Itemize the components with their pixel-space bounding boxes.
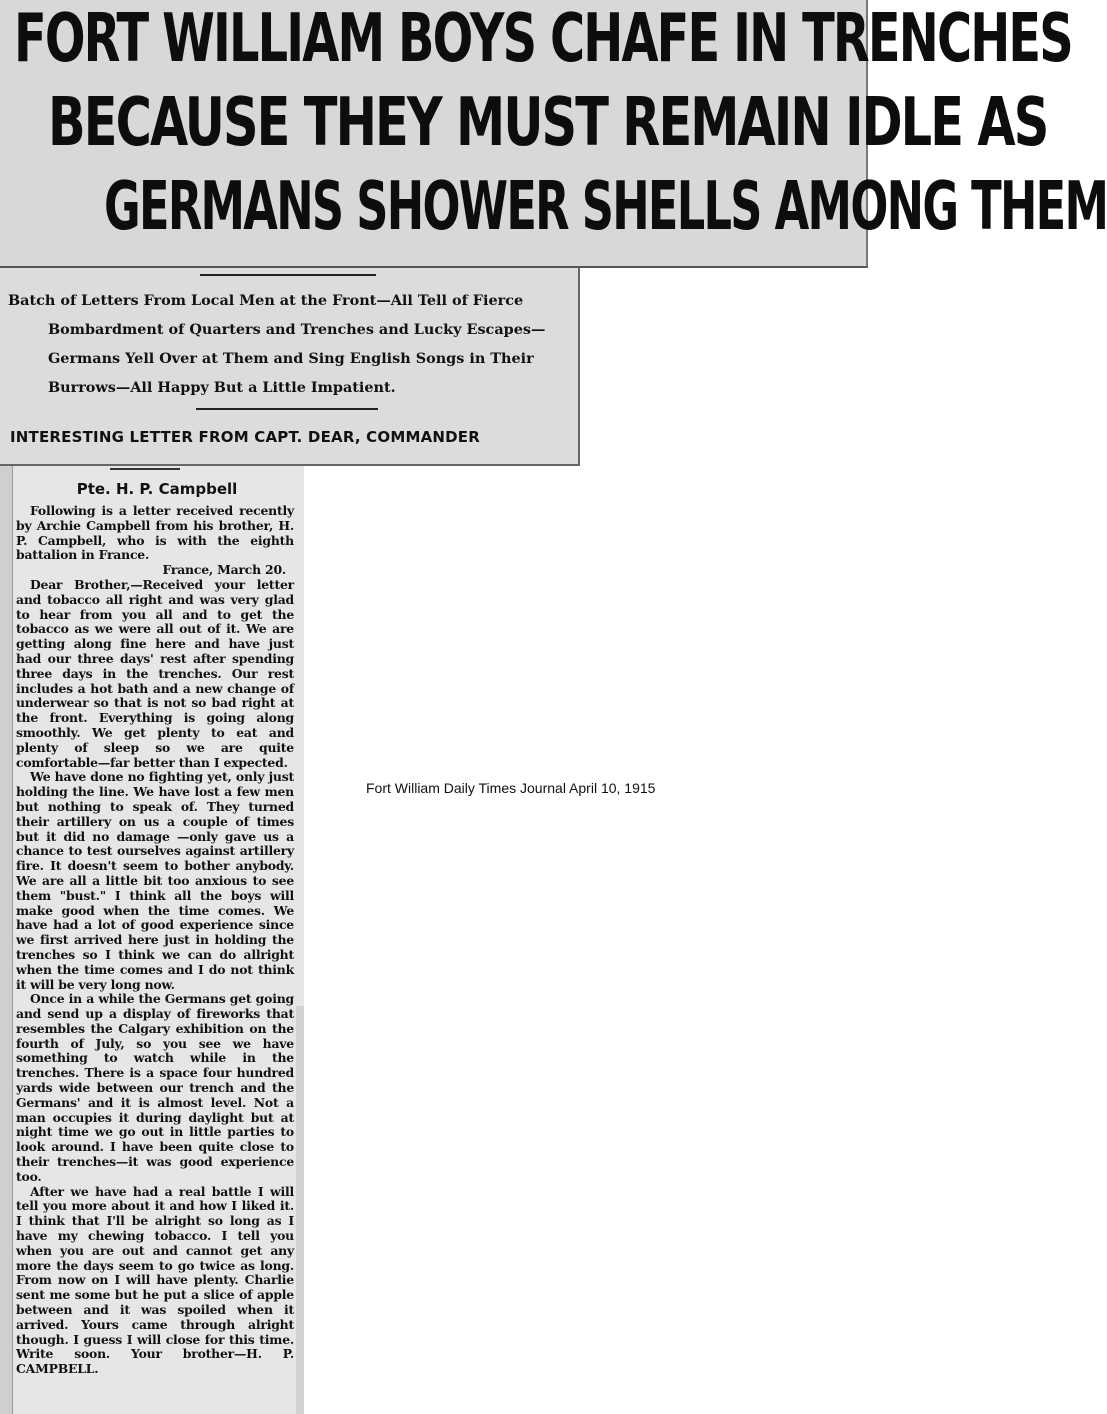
adjacent-column-edge-right xyxy=(296,1006,304,1414)
deck-block xyxy=(0,268,580,466)
article-intro: Following is a letter received recently by Archie Campbell from his brother, H. P. Campbell, who is with the eighth battalion in France. xyxy=(16,503,294,563)
article-paragraph-1: Dear Brother,—Received your letter and tobacco all right and was very glad to hear from you all and to get the tobacco as we were all out of it. We are getting along fine here and have just had our three days' rest after spending three days in the trenches. Our rest includes a hot bath and a new change of underwear so that is not so bad right at the front. Everything is going along smoothly. We get plenty to eat and plenty of sleep so we are quite comfortable—far better than I expected. xyxy=(16,576,294,770)
subhead: INTERESTING LETTER FROM CAPT. DEAR, COMMANDER xyxy=(10,428,481,446)
byline: Pte. H. P. Campbell xyxy=(76,480,238,498)
adjacent-column-edge xyxy=(0,466,13,1414)
deck-top-rule xyxy=(200,274,376,276)
headline-line-3: GERMANS SHOWER SHELLS AMONG THEM xyxy=(104,168,1107,246)
deck-line-1: Batch of Letters From Local Men at the Front—All Tell of Fierce xyxy=(8,292,524,309)
article-paragraph-4: After we have had a real battle I will tell you more about it and how I liked it. I think that I'll be alright so long as I have my chewing tobacco. I tell you when you are out and cannot get any more the days seem to go twice as long. From now on I will have plenty. Charlie sent me some but he put a slice of apple between and it was spoiled when it arrived. Yours came through alright though. I guess I will close for this time. Write soon. Your brother—H. P. CAMPBELL. xyxy=(16,1183,294,1377)
article-body xyxy=(16,504,294,1377)
deck-line-4: Burrows—All Happy But a Little Impatient. xyxy=(48,379,396,396)
deck-line-3: Germans Yell Over at Them and Sing English Songs in Their xyxy=(48,350,534,367)
article-dateline: France, March 20. xyxy=(162,562,286,578)
headline-line-1: FORT WILLIAM BOYS CHAFE IN TRENCHES xyxy=(14,0,1072,78)
article-paragraph-3: Once in a while the Germans get going and send up a display of fireworks that resembles the Calgary exhibition on the fourth of July, so you see we have something to watch while in the trenches. There is a space four hundred yards wide between our trench and the Germans' and it is almost level. Not a man occupies it during daylight but at night time we go out in little parties to look around. I have been quite close to their trenches—it was good experience too. xyxy=(16,991,294,1184)
byline-rule xyxy=(110,468,180,470)
article-paragraph-2: We have done no fighting yet, only just holding the line. We have lost a few men but nothing to speak of. They turned their artillery on us a couple of times but it did no damage —only gave us a chance to test ourselves against artillery fire. It doesn't seem to bother anybody. We are all a little bit too anxious to see them "bust." I think all the boys will make good when the time comes. We have had a lot of good experience since we first arrived here just in holding the trenches so I think we can do allright when the time comes and I do not think it will be very long now. xyxy=(16,769,294,992)
headline-block xyxy=(0,0,1107,268)
source-caption: Fort William Daily Times Journal April 10, 1915 xyxy=(366,780,656,796)
headline-line-2: BECAUSE THEY MUST REMAIN IDLE AS xyxy=(48,84,1048,162)
article-column xyxy=(0,466,304,1414)
deck-bottom-rule xyxy=(196,408,378,410)
deck-line-2: Bombardment of Quarters and Trenches and Lucky Escapes— xyxy=(48,321,546,338)
deck-text xyxy=(8,286,572,402)
